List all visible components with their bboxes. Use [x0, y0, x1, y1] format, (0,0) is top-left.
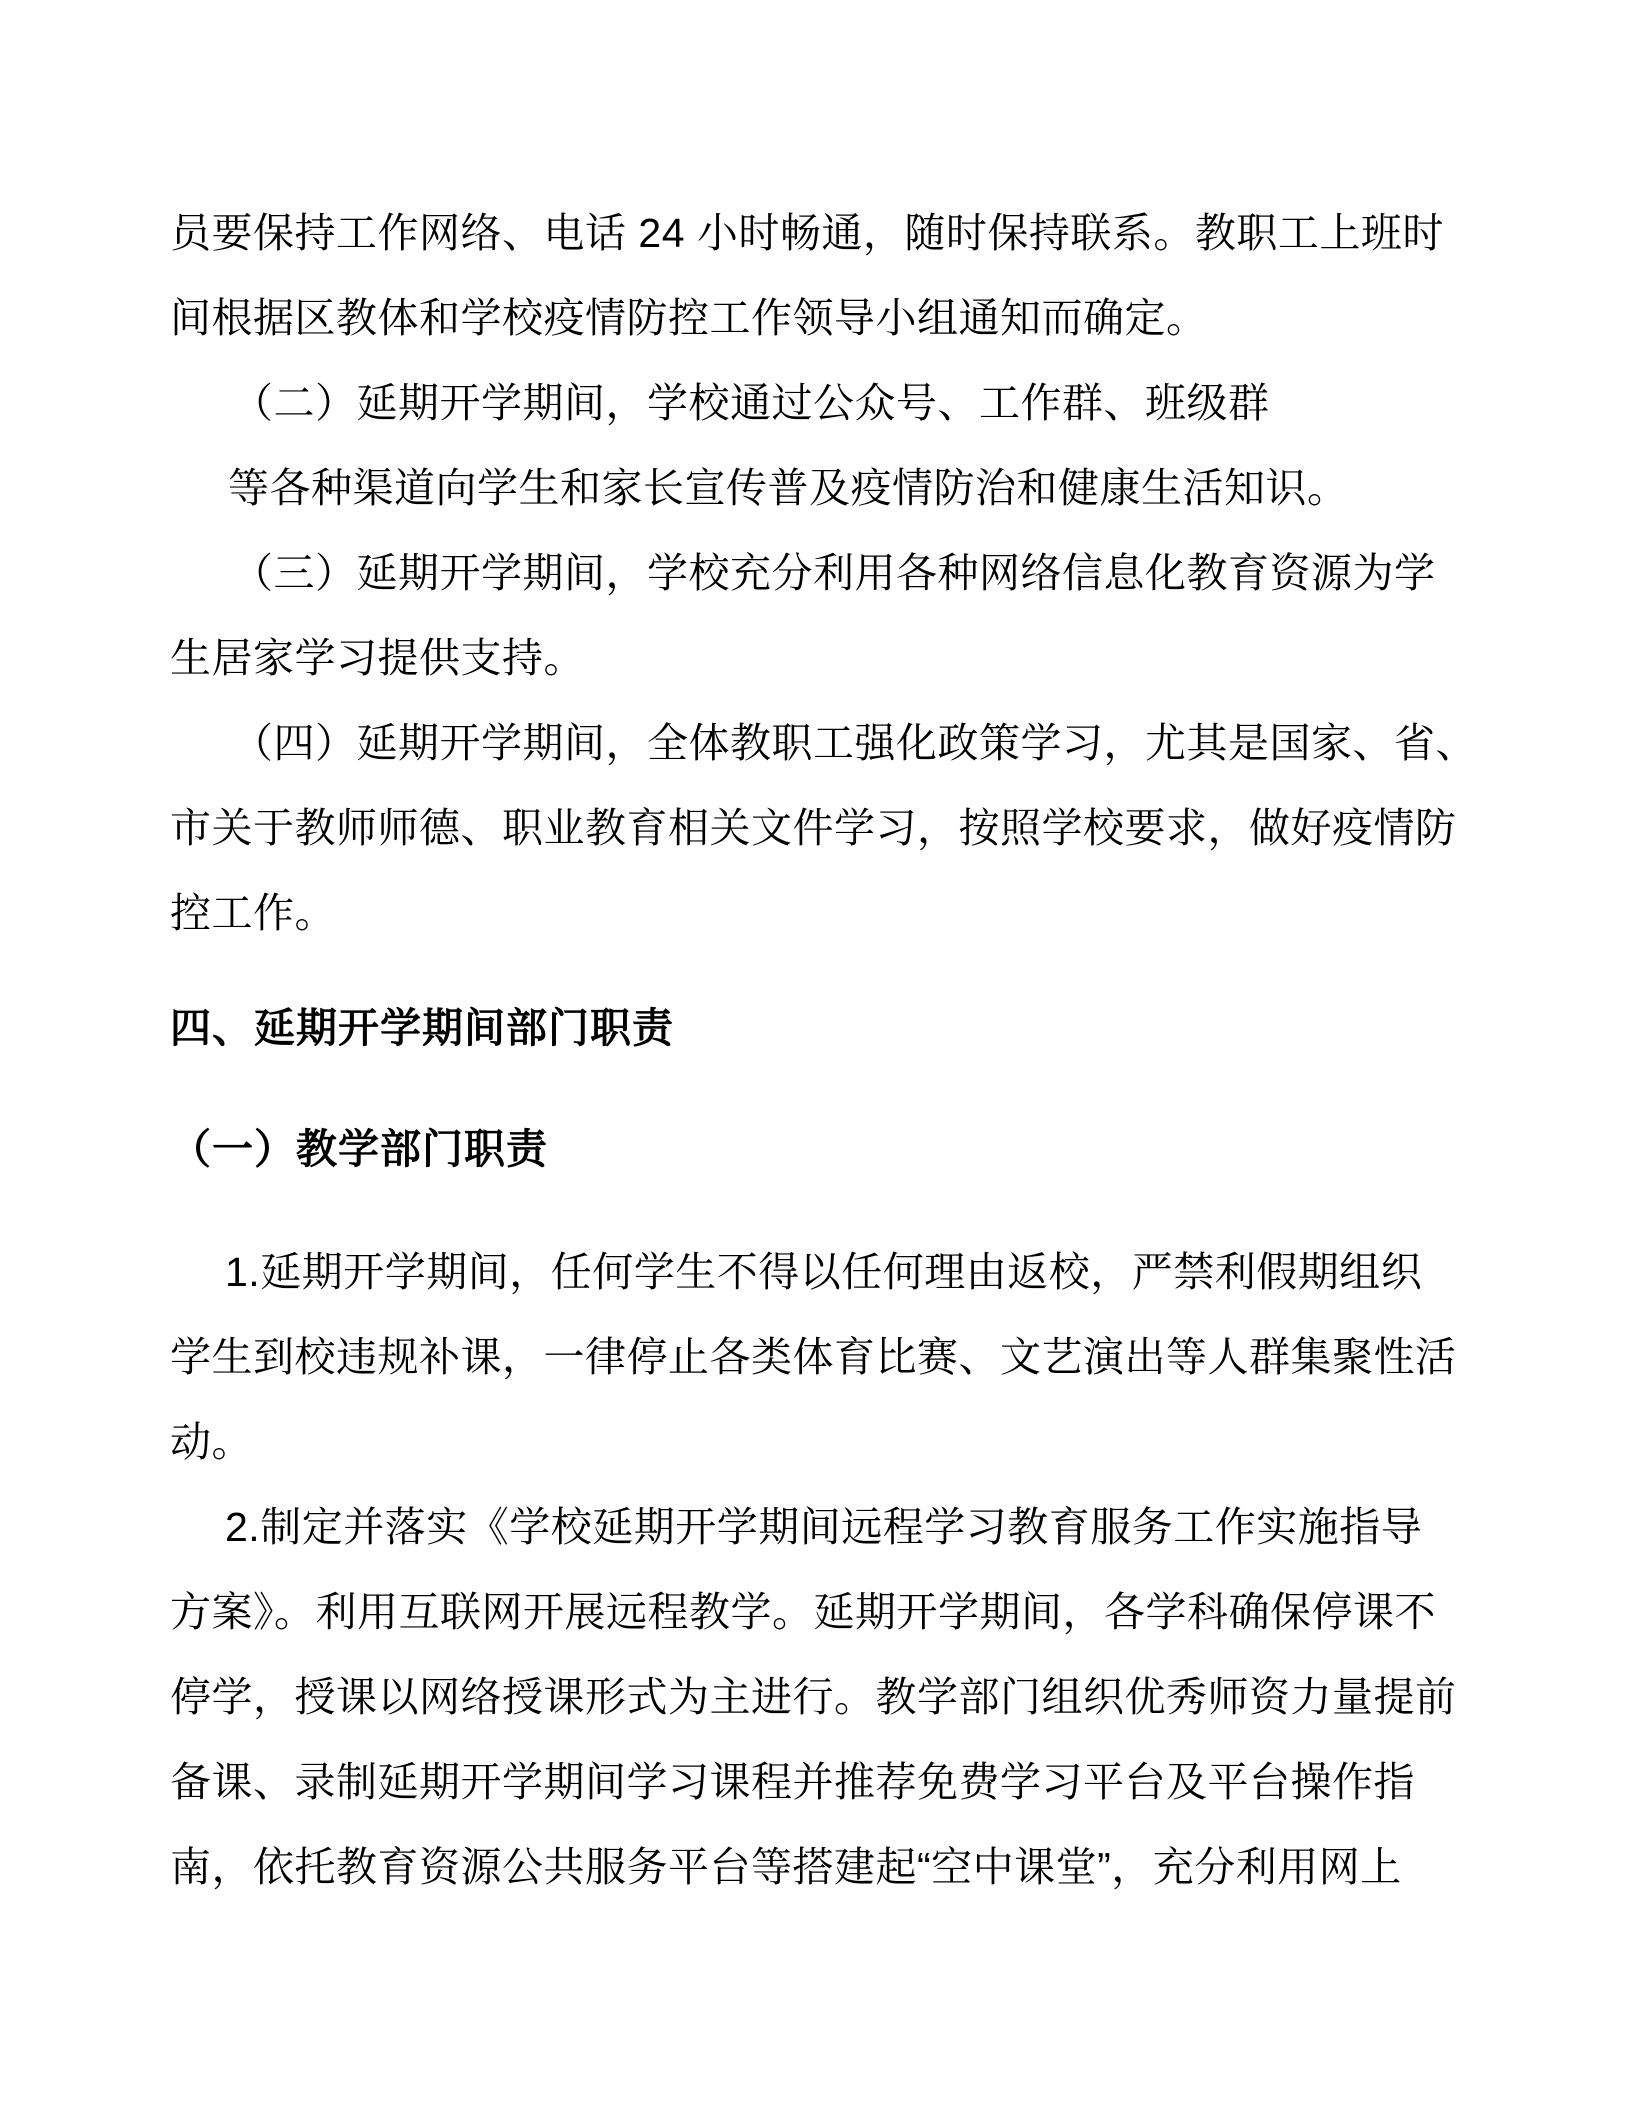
text-line: 生居家学习提供支持。 — [170, 635, 585, 681]
text-line: （二）延期开学期间，学校通过公众号、工作群、班级群 — [232, 380, 1270, 426]
text-line: 1.延期开学期间，任何学生不得以任何理由返校，严禁利假期组织 — [225, 1249, 1423, 1295]
section-body — [170, 1230, 1464, 1910]
text-line: 间根据区教体和学校疫情防控工作领导小组通知而确定。 — [170, 295, 1208, 341]
text-line: 动。 — [170, 1419, 253, 1465]
text-line: 控工作。 — [170, 890, 336, 936]
text-line: （四）延期开学期间，全体教职工强化政策学习，尤其是国家、省、 — [232, 720, 1477, 766]
text-line: （三）延期开学期间，学校充分利用各种网络信息化教育资源为学 — [232, 550, 1436, 596]
text-line: 备课、录制延期开学期间学习课程并推荐免费学习平台及平台操作指 — [170, 1759, 1415, 1805]
text-line: 等各种渠道向学生和家长宣传普及疫情防治和健康生活知识。 — [228, 465, 1349, 511]
text-line: 市关于教师师德、职业教育相关文件学习，按照学校要求，做好疫情防 — [170, 805, 1457, 851]
text-line: 员要保持工作网络、电话 24 小时畅通，随时保持联系。教职工上班时 — [170, 210, 1444, 256]
text-line: 停学，授课以网络授课形式为主进行。教学部门组织优秀师资力量提前 — [170, 1674, 1457, 1720]
text-line: 方案》。利用互联网开展远程教学。延期开学期间，各学科确保停课不 — [170, 1589, 1436, 1635]
section-heading: 四、延期开学期间部门职责 — [170, 1005, 674, 1051]
sub-heading: （一）教学部门职责 — [170, 1126, 548, 1172]
text-line: 南，依托教育资源公共服务平台等搭建起“空中课堂”，充分利用网上 — [170, 1844, 1402, 1890]
text-line: 学生到校违规补课，一律停止各类体育比赛、文艺演出等人群集聚性活 — [170, 1334, 1457, 1380]
text-line: 2.制定并落实《学校延期开学期间远程学习教育服务工作实施指导 — [225, 1504, 1423, 1550]
